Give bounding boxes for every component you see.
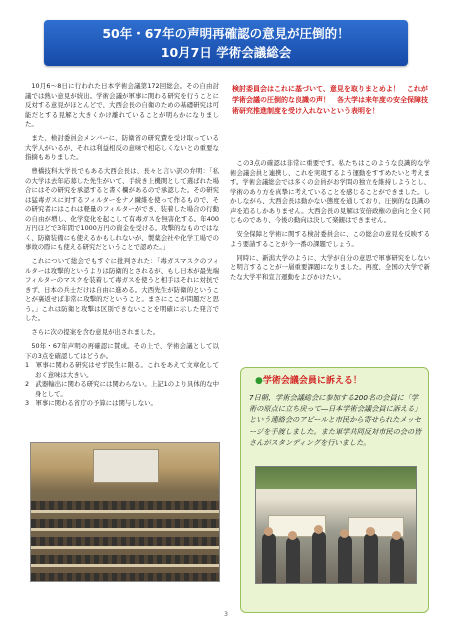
list-item: 1 軍事に関わる研究はせず民生に限る。これをあえて文章化しておく意味は大きい。 bbox=[25, 361, 219, 379]
standing-protest-photo bbox=[255, 466, 417, 584]
highlight-statement: 検討委員会はこれに基づいて、意見を取りまとめよ！ これが学術会議の圧倒的な良識の声！ 各大学は来年度の安全保障技術研究推進制度を受け入れないという表明を！ bbox=[232, 85, 428, 115]
callout-title: 学術会議会員に訴える！ bbox=[262, 376, 362, 386]
headline-line-2: 10月7日 学術会議総会 bbox=[160, 45, 292, 60]
right-column bbox=[230, 159, 430, 282]
headline-line-1: 50年・67年の声明再確認の意見が圧倒的！ bbox=[102, 26, 350, 41]
paragraph: 豊橋技科大学長でもある大西会長は、長々と言い訳の弁明：「私の大学は去年応募した先生がいて、手続き上機関として選ばれた場合にはその研究を承認すると書く欄があるので承認した。その研究は猛毒ガスに対するフィルターをナノ繊維を使って作るもので、その研究者にはこれは軽量のフィルターができ、装着した場合の行動の自由が増し、化学変化を起こして有毒ガスを無害化する。年400万円ほどで3年間で1000万円の資金を受ける。攻撃的なものではなく、防衛装備にも使えるかもしれないが、製薬会社や化学工場での事故の際にも使える研究だということで認めた。」 bbox=[25, 167, 219, 251]
paragraph: 同時に、新潟大学のように、大学が自分の意思で軍事研究をしないと明言することが一層重要課題になりました。再度、全国の大学で新たな大学平和宣言運動をよびかけたい。 bbox=[230, 253, 430, 281]
paragraph: 50年・67年声明の再確認に賛成。その上で、学術会議として以下の3点を確認してはどうか。 bbox=[25, 342, 219, 360]
headline-banner bbox=[44, 20, 408, 66]
paragraph: 安全保障と学術に関する検討委員会に、この総会の意見を反映するよう要請することが今一番の課題でしょう。 bbox=[230, 230, 430, 248]
callout-body: 7日朝、学術会議総会に参加する200名の会員に「学術の原点に立ち戻って―日本学術会議会員に訴える」という連絡会のアピールと市民から寄せられたメッセージを手渡しました。また軍学共同反対市民の会の皆さんがスタンディングを行いました。 bbox=[249, 393, 422, 447]
list-item: 2 武器輸出に関わる研究には関わらない。上記1のより具体的な中身として。 bbox=[25, 380, 219, 398]
paragraph: これについて総会でもすぐに批判された：「毒ガスマスクのフィルターは攻撃的というよりは防衛的とされるが、もし日本が最先端フィルターのマスクを装着して毒ガスを使うと相手はそれに対抗できず、日本の兵士だけは自由に進める。大西先生が防衛的ということが裏返せば非常に攻撃的だということ。まさにここが問題だと思う。」これは防衛と攻撃は区別できないことを明確に示した発言でした。 bbox=[25, 257, 219, 322]
paragraph: また、検討委員会メンバーに、防衛省の研究費を受け取っている大学人がいるが、それは利益相反の意味で相応しくないとの重要な指摘もありました。 bbox=[25, 134, 219, 161]
left-column bbox=[25, 82, 219, 409]
paragraph: この3点の確認は非常に重要です。私たちはこのような良識的な学術会議会員と連携し、これを実現するよう運動をすすめたいと考えます。学術会議総会では多くの会員がお学問の独立を維持しようとし、学術のあり方を真摯に考えていることを感じることができました。しかしながら、大西会長は動かない態度を通しており、圧倒的な良識の声を追るしかありません。大西会長の見解は安倍政権の意向と全く同じものであり、今後の動向は決して楽観はできません。 bbox=[230, 159, 430, 224]
list-item: 3 軍事に関わる省庁の予算には関与しない。 bbox=[25, 399, 157, 407]
paragraph: さらに次の提案を含む意見が出されました。 bbox=[31, 328, 160, 336]
paragraph: 10月6～8日に行われた日本学術会議第172回総会。その自由討議では熱い意見が続出。学術会議が軍事に関わる研究を行うことに反対する意見がほとんどで、大西会長の自衛のための基礎研究は可能だとする見解と大きくかけ離れていることが明らかになりました。 bbox=[25, 82, 219, 128]
page-number: 3 bbox=[224, 611, 228, 618]
bullet-icon: ● bbox=[255, 376, 263, 386]
assembly-hall-photo bbox=[30, 442, 220, 582]
